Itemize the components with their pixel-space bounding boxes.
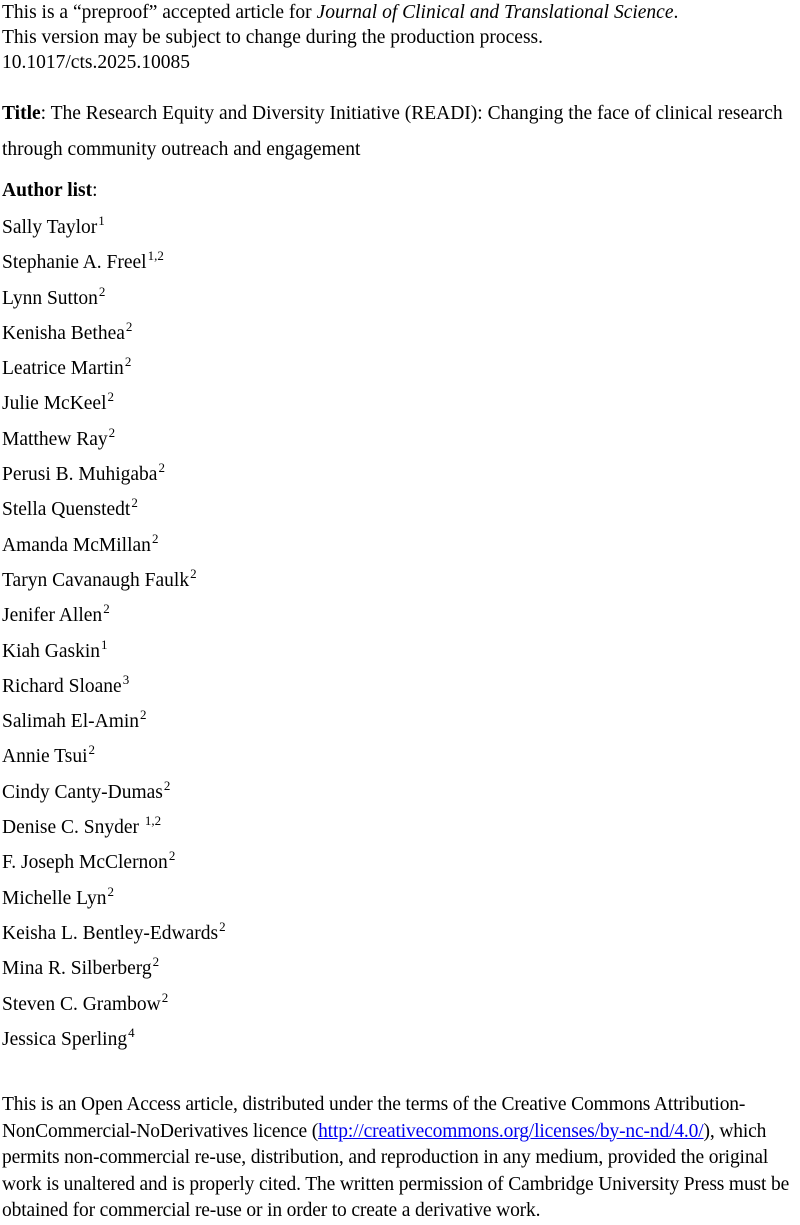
author-name: F. Joseph McClernon [2, 852, 168, 874]
author-name: Kiah Gaskin [2, 640, 101, 662]
author-item [2, 422, 226, 457]
author-affiliation: 2 [152, 954, 160, 970]
author-affiliation: 2 [108, 424, 116, 440]
author-affiliation: 3 [122, 671, 130, 687]
author-affiliation: 2 [131, 495, 138, 511]
license-statement [2, 1092, 800, 1225]
title-separator: : [40, 103, 51, 124]
preproof-line-1 [2, 0, 678, 25]
license-text-after: ), which permits non-commercial re-use, distribution, and reproduction in any medium, provided the original work is unaltered and is properly cited. The written permission of Cambridge University Press must be obtained for commercial re-use or in order to create a derivative work. [2, 1120, 790, 1222]
title-label: Title [2, 103, 41, 124]
author-affiliation: 1 [98, 213, 105, 228]
author-name: Salimah El-Amin [2, 711, 140, 733]
author-affiliation: 2 [125, 318, 133, 334]
preproof-prefix: This is a “preproof” accepted article for [2, 2, 317, 23]
title-text: The Research Equity and Diversity Initiative (READI): Changing the face of clinical research through community outreach and engagement [2, 103, 783, 160]
author-item [2, 281, 226, 316]
author-affiliation: 2 [124, 354, 132, 370]
author-item [2, 951, 226, 986]
author-item [2, 845, 226, 880]
author-item [2, 881, 226, 916]
license-link[interactable]: http://creativecommons.org/licenses/by-nc-nd/4.0/ [318, 1120, 704, 1142]
author-affiliation: 2 [163, 777, 171, 793]
author-name: Perusi B. Muhigaba [2, 464, 158, 486]
author-item [2, 810, 226, 845]
license-text-before: This is an Open Access article, distributed under the terms of the Creative Commons Attribution-NonCommercial-NoDerivatives licence ( [2, 1094, 746, 1142]
author-name: Lynn Sutton [2, 287, 98, 309]
author-affiliation: 2 [107, 883, 115, 899]
author-affiliation: 2 [88, 742, 95, 758]
author-item [2, 245, 226, 280]
author-name: Keisha L. Bentley-Edwards [2, 922, 219, 944]
journal-name: Journal of Clinical and Translational Science [316, 2, 674, 23]
author-name: Matthew Ray [2, 428, 108, 450]
author-affiliation: 2 [103, 601, 110, 617]
author-name: Jessica Sperling [2, 1028, 128, 1050]
author-item [2, 634, 226, 669]
author-name: Kenisha Bethea [2, 322, 125, 344]
author-affiliation: 2 [190, 565, 197, 581]
author-name: Michelle Lyn [2, 887, 107, 909]
author-item [2, 987, 226, 1022]
author-affiliation: 1,2 [147, 248, 164, 264]
author-item [2, 351, 226, 386]
author-affiliation: 4 [128, 1024, 135, 1040]
author-name: Sally Taylor [2, 217, 98, 238]
author-name: Stephanie A. Freel [2, 252, 147, 274]
author-affiliation: 2 [107, 389, 115, 405]
author-name: Julie McKeel [2, 393, 107, 415]
author-item [2, 492, 226, 527]
preproof-notice [2, 0, 678, 75]
author-list-heading [2, 178, 98, 204]
author-affiliation: 2 [158, 460, 165, 476]
author-name: Taryn Cavanaugh Faulk [2, 569, 190, 591]
author-item [2, 316, 226, 351]
author-item [2, 457, 226, 492]
author-affiliation: 2 [219, 918, 226, 934]
author-name: Annie Tsui [2, 746, 88, 768]
author-item [2, 669, 226, 704]
author-name: Mina R. Silberberg [2, 958, 152, 980]
author-item [2, 1022, 226, 1057]
author-item [2, 528, 226, 563]
author-name: Stella Quenstedt [2, 499, 131, 521]
author-name: Denise C. Snyder [2, 817, 144, 839]
author-name: Jenifer Allen [2, 605, 103, 627]
author-name: Cindy Canty-Dumas [2, 781, 163, 803]
author-item [2, 598, 226, 633]
author-item [2, 563, 226, 598]
author-list [2, 210, 226, 1057]
author-list-label: Author list [2, 180, 93, 201]
author-list-separator: : [92, 180, 98, 201]
preproof-line-2: This version may be subject to change during the production process. [2, 27, 543, 48]
author-name: Amanda McMillan [2, 534, 151, 556]
author-name: Steven C. Grambow [2, 993, 161, 1015]
author-affiliation: 2 [151, 530, 159, 546]
doi: 10.1017/cts.2025.10085 [2, 52, 190, 73]
author-affiliation: 2 [98, 283, 106, 299]
author-affiliation: 2 [161, 989, 169, 1005]
author-affiliation: 2 [140, 707, 147, 723]
author-item [2, 704, 226, 739]
author-item [2, 739, 226, 774]
author-item [2, 210, 226, 245]
author-name: Richard Sloane [2, 675, 122, 697]
author-name: Leatrice Martin [2, 358, 124, 380]
preproof-suffix: . [673, 2, 679, 23]
author-item [2, 775, 226, 810]
author-affiliation: 2 [168, 848, 176, 864]
article-title [2, 96, 792, 168]
author-affiliation: 1 [101, 636, 108, 652]
author-item [2, 386, 226, 421]
author-item [2, 916, 226, 951]
author-affiliation: 1,2 [144, 813, 162, 829]
